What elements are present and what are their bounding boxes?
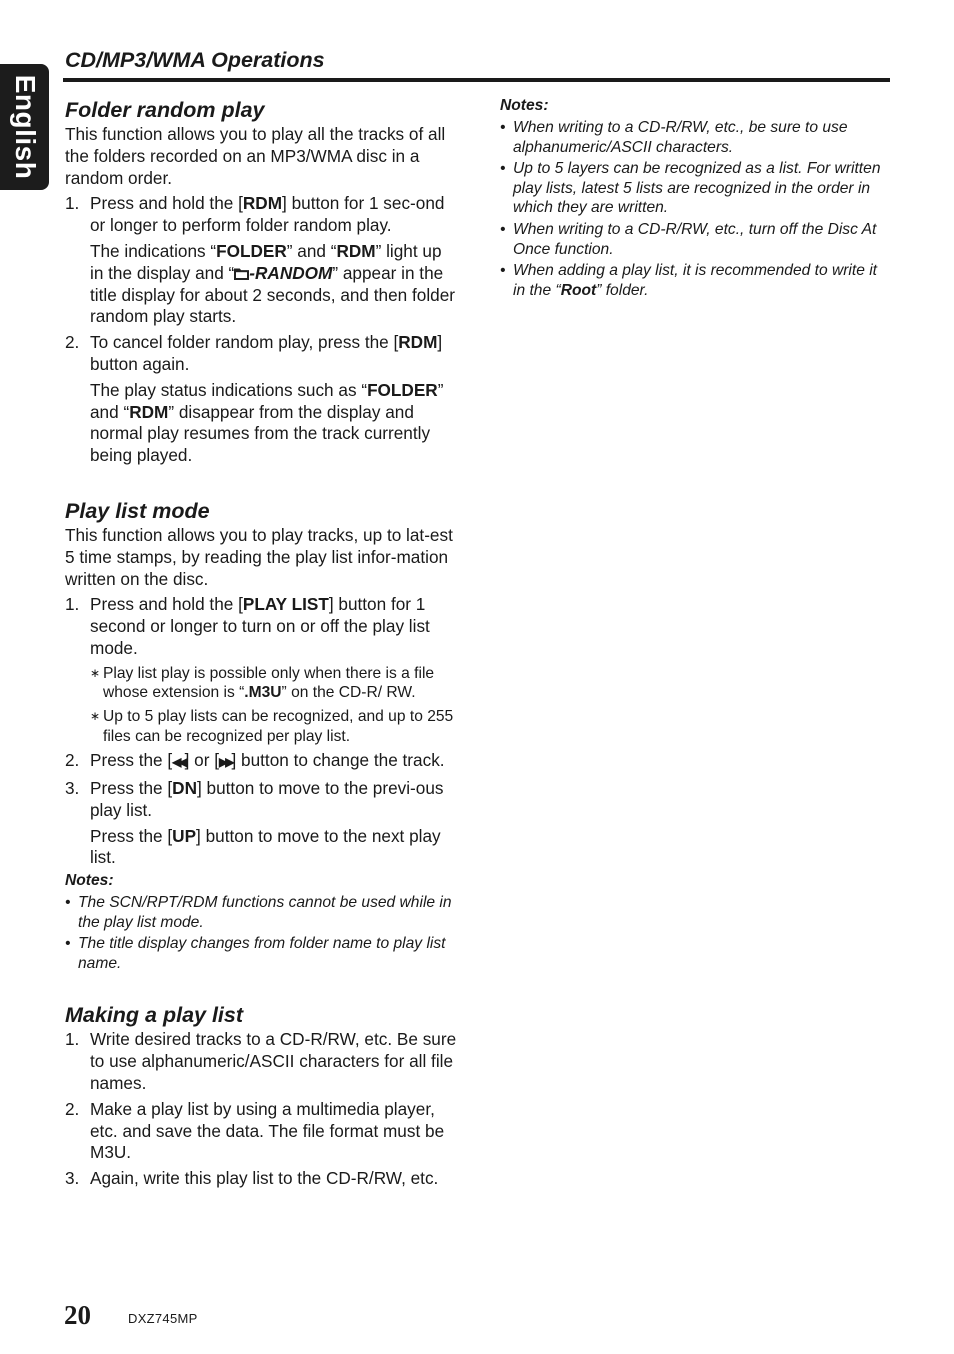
model-name: DXZ745MP xyxy=(128,1311,198,1326)
folder-random-title: Folder random play xyxy=(65,98,265,122)
language-tab-label: English xyxy=(10,74,41,180)
asterisk-note: ∗ Play list play is possible only when there is a file whose extension is “.M3U” on the CD-R/ RW. xyxy=(90,664,435,702)
making-step-1: 1. Write desired tracks to a CD-R/RW, etc. Be sure to use alphanumeric/ASCII characters for all file names. xyxy=(65,1029,457,1094)
step-number: 2. xyxy=(65,332,80,353)
section-header: CD/MP3/WMA Operations xyxy=(65,48,325,72)
step-number: 1. xyxy=(65,193,80,214)
folder-random-section xyxy=(65,96,457,467)
folder-random-step-1: 1. Press and hold the [RDM] button for 1 sec-ond or longer to perform folder random play. The indications “FOLDER” and “RDM” light up in the display and “ -RANDOM” appear in the title display for about 2 seconds, and then folder random play starts. xyxy=(65,193,455,327)
making-step-2: 2. Make a play list by using a multimedia player, etc. and save the data. The file format must be M3U. xyxy=(65,1098,445,1163)
playlist-notes xyxy=(65,871,457,973)
page-number: 20 xyxy=(64,1300,91,1330)
rdm-button-ref: RDM xyxy=(242,193,283,214)
making-step-3: 3. Again, write this play list to the CD-R/RW, etc. xyxy=(65,1168,439,1189)
making-playlist-title: Making a play list xyxy=(65,1003,244,1028)
playlist-step-1: 1. Press and hold the [PLAY LIST] button for 1 second or longer to turn on or off the play list mode. ∗ Play list play is possible only when there is a file whose extension is “.M3U” on the CD-R/ RW. ∗ Up to 5 play lists can be recognized, and up to 255 files can be recognized per play list. xyxy=(65,594,457,746)
note-item: • The title display changes from folder name to play list name. xyxy=(65,935,446,972)
folder-random-intro: This function allows you to play all the tracks of all the folders recorded on an MP3/WMA disc in a random order. xyxy=(65,124,446,188)
playlist-mode-section xyxy=(65,497,457,974)
note-item: • When writing to a CD-R/RW, etc., turn off the Disc At Once function. xyxy=(500,220,877,258)
prev-track-icon: ◀◀ xyxy=(172,755,185,770)
next-track-icon: ▶▶ xyxy=(219,755,232,770)
left-column xyxy=(65,96,457,1190)
folder-random-step-1-detail: The indications “FOLDER” and “RDM” light up in the display and “ -RANDOM” appear in the title display for about 2 seconds, and then folder random play starts. xyxy=(90,240,455,327)
asterisk-note: ∗ Up to 5 play lists can be recognized, and up to 255 files can be recognized per play list. xyxy=(90,707,454,745)
note-item: • Up to 5 layers can be recognized as a list. For written play lists, latest 5 lists are recognized in the order in which they are written. xyxy=(500,160,881,217)
note-item: • When writing to a CD-R/RW, etc., be sure to use alphanumeric/ASCII characters. xyxy=(500,119,848,156)
folder-icon xyxy=(234,267,249,280)
header-rule xyxy=(63,78,890,82)
folder-random-step-2: 2. To cancel folder random play, press the [RDM] button again. The play status indications such as “FOLDER” and “RDM” disappear from the display and normal play resumes from the track currently being played. xyxy=(65,332,457,467)
notes-title: Notes: xyxy=(65,872,114,890)
playlist-step-3: 3. Press the [DN] button to move to the previ-ous play list. Press the [UP] button to move to the next play list. xyxy=(65,777,444,868)
making-playlist-section xyxy=(65,1001,457,1190)
note-item: • The SCN/RPT/RDM functions cannot be used while in the play list mode. xyxy=(65,894,452,931)
right-column xyxy=(500,96,892,300)
playlist-step-2: 2. Press the [◀◀] or [▶▶] button to change the track. xyxy=(65,750,445,771)
notes-title: Notes: xyxy=(500,97,549,114)
playlist-mode-title: Play list mode xyxy=(65,498,210,523)
folder-random-step-2-detail: The play status indications such as “FOLDER” and “RDM” disappear from the display and normal play resumes from the track currently being played. xyxy=(90,379,444,466)
playlist-mode-intro: This function allows you to play tracks, up to lat-est 5 time stamps, by reading the play list infor-mation written on the disc. xyxy=(65,524,453,589)
note-item: • When adding a play list, it is recommended to write it in the “Root” folder. xyxy=(500,262,878,299)
